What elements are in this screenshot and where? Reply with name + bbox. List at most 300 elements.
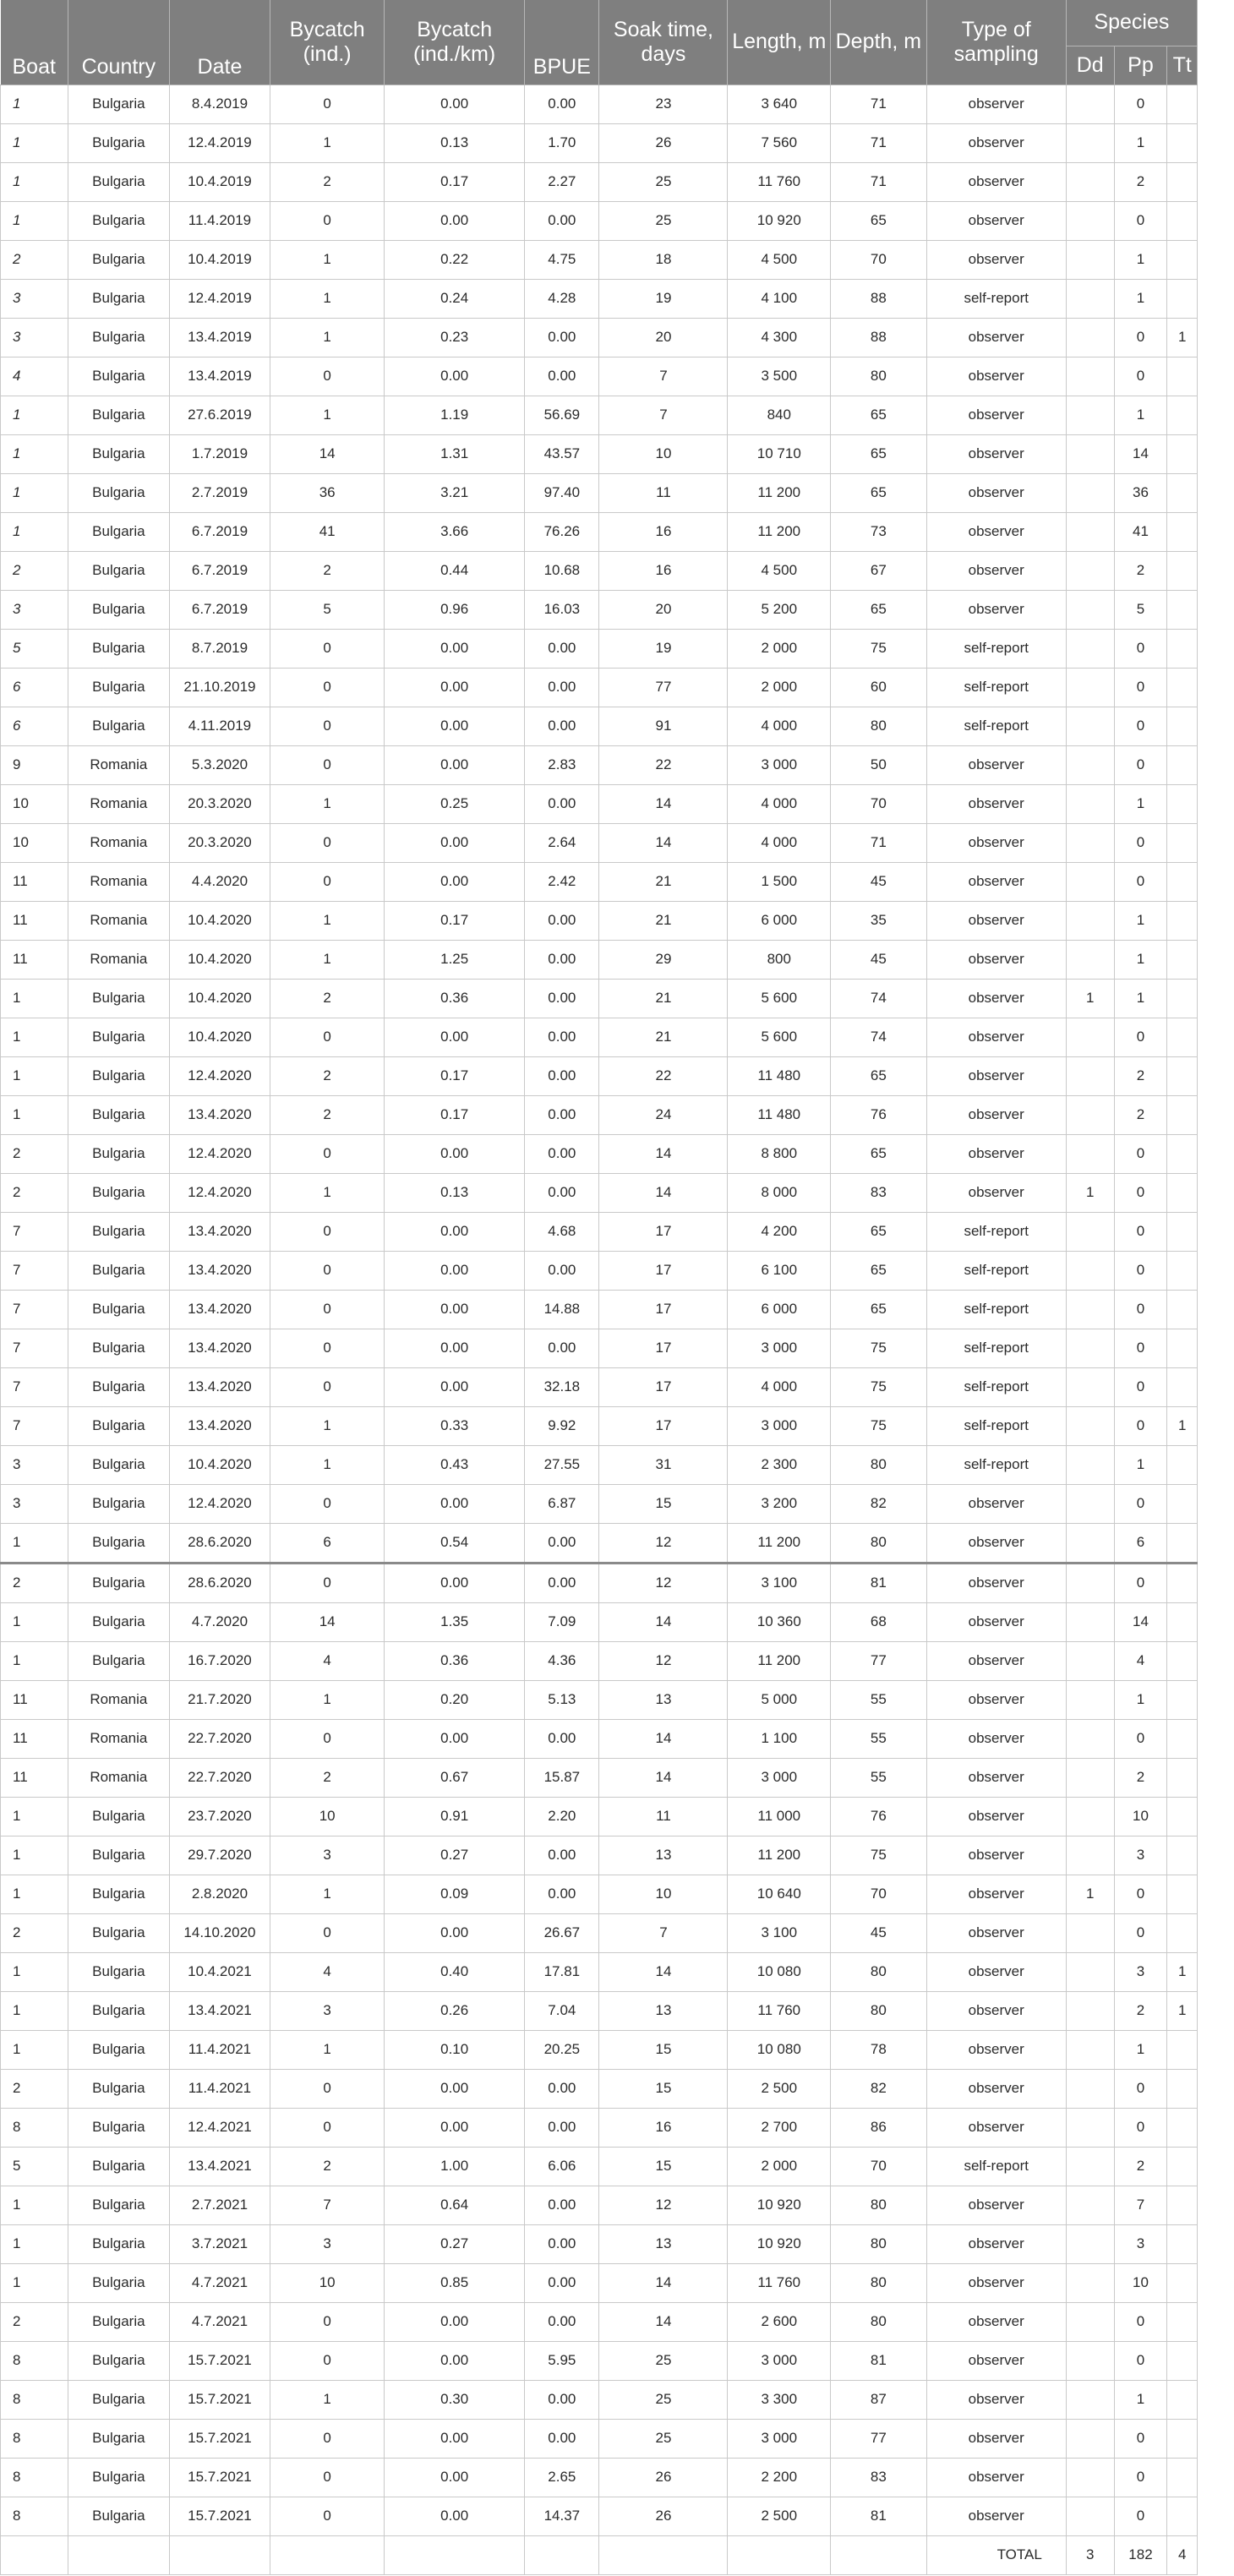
- table-row: [1, 551, 1198, 590]
- cell-pp: 3: [1114, 1836, 1167, 1875]
- cell-length: 11 760: [728, 162, 831, 201]
- cell-soak-time: 11: [599, 1797, 728, 1836]
- cell-country: Bulgaria: [68, 2224, 170, 2263]
- cell-pp: 6: [1114, 1523, 1167, 1563]
- cell-length: 11 480: [728, 1056, 831, 1095]
- cell-bpue: 0.00: [525, 1251, 599, 1290]
- cell-bycatch-ind: 0: [270, 745, 385, 784]
- cell-bycatch-ind: 1: [270, 1406, 385, 1445]
- cell-type-of-sampling: observer: [926, 1719, 1066, 1758]
- table-row: [1, 357, 1198, 396]
- cell-length: 10 640: [728, 1875, 831, 1913]
- table-row: [1, 1095, 1198, 1134]
- cell-dd: [1066, 707, 1114, 745]
- cell-pp: 0: [1114, 1719, 1167, 1758]
- table-row: [1, 434, 1198, 473]
- cell-type-of-sampling: self-report: [926, 1406, 1066, 1445]
- cell-pp: 0: [1114, 1251, 1167, 1290]
- cell-soak-time: 16: [599, 2108, 728, 2147]
- cell-country: Bulgaria: [68, 357, 170, 396]
- cell-bycatch-ind: 2: [270, 1056, 385, 1095]
- cell-type-of-sampling: observer: [926, 1056, 1066, 1095]
- cell-bpue: 27.55: [525, 1445, 599, 1484]
- cell-length: 5 000: [728, 1680, 831, 1719]
- cell-bycatch-ind: 1: [270, 2380, 385, 2419]
- header-species: Species: [1066, 0, 1197, 46]
- cell-depth: 65: [831, 1134, 927, 1173]
- cell-type-of-sampling: observer: [926, 396, 1066, 434]
- table-row: [1, 2419, 1198, 2458]
- cell-boat: 8: [1, 2341, 68, 2380]
- cell-depth: 80: [831, 2186, 927, 2224]
- cell-tt: [1167, 357, 1198, 396]
- cell-pp: 1: [1114, 940, 1167, 979]
- cell-date: 4.7.2021: [169, 2263, 270, 2302]
- cell-bpue: 0.00: [525, 901, 599, 940]
- cell-date: 2.7.2021: [169, 2186, 270, 2224]
- empty-cell: [525, 2535, 599, 2574]
- cell-tt: [1167, 1367, 1198, 1406]
- cell-soak-time: 14: [599, 1719, 728, 1758]
- cell-length: 5 600: [728, 1018, 831, 1056]
- cell-type-of-sampling: self-report: [926, 1251, 1066, 1290]
- cell-dd: [1066, 668, 1114, 707]
- cell-boat: 1: [1, 396, 68, 434]
- table-row: [1, 1445, 1198, 1484]
- table-row: [1, 1641, 1198, 1680]
- cell-length: 5 600: [728, 979, 831, 1018]
- header-country: Country: [68, 0, 170, 85]
- cell-boat: 1: [1, 123, 68, 162]
- cell-bycatch-km: 1.19: [385, 396, 525, 434]
- cell-pp: 1: [1114, 396, 1167, 434]
- cell-length: 4 000: [728, 707, 831, 745]
- cell-depth: 74: [831, 979, 927, 1018]
- cell-type-of-sampling: observer: [926, 85, 1066, 123]
- cell-bycatch-ind: 2: [270, 2147, 385, 2186]
- cell-soak-time: 7: [599, 357, 728, 396]
- cell-bycatch-km: 0.00: [385, 2458, 525, 2497]
- cell-country: Bulgaria: [68, 1445, 170, 1484]
- cell-bycatch-ind: 1: [270, 2030, 385, 2069]
- table-row: [1, 940, 1198, 979]
- cell-boat: 11: [1, 1758, 68, 1797]
- cell-bycatch-km: 0.00: [385, 357, 525, 396]
- cell-pp: 1: [1114, 1680, 1167, 1719]
- cell-bycatch-ind: 2: [270, 162, 385, 201]
- cell-tt: [1167, 123, 1198, 162]
- cell-soak-time: 16: [599, 551, 728, 590]
- cell-country: Romania: [68, 1719, 170, 1758]
- cell-length: 11 760: [728, 1991, 831, 2030]
- cell-tt: [1167, 1719, 1198, 1758]
- total-tt: 4: [1167, 2535, 1198, 2574]
- cell-soak-time: 25: [599, 2380, 728, 2419]
- cell-bpue: 4.68: [525, 1212, 599, 1251]
- cell-length: 3 200: [728, 1484, 831, 1523]
- cell-bpue: 0.00: [525, 1523, 599, 1563]
- cell-bycatch-ind: 0: [270, 1719, 385, 1758]
- cell-bpue: 0.00: [525, 1018, 599, 1056]
- cell-bpue: 6.87: [525, 1484, 599, 1523]
- cell-bycatch-ind: 1: [270, 240, 385, 279]
- cell-date: 6.7.2019: [169, 590, 270, 629]
- cell-type-of-sampling: observer: [926, 1018, 1066, 1056]
- cell-bycatch-km: 0.00: [385, 745, 525, 784]
- cell-tt: [1167, 85, 1198, 123]
- cell-bycatch-ind: 1: [270, 1875, 385, 1913]
- cell-depth: 76: [831, 1797, 927, 1836]
- cell-tt: [1167, 1290, 1198, 1329]
- cell-depth: 60: [831, 668, 927, 707]
- cell-pp: 0: [1114, 1875, 1167, 1913]
- table-row: [1, 396, 1198, 434]
- table-row: [1, 629, 1198, 668]
- table-row: [1, 1329, 1198, 1367]
- cell-bycatch-km: 0.00: [385, 1719, 525, 1758]
- cell-length: 3 500: [728, 357, 831, 396]
- cell-boat: 3: [1, 318, 68, 357]
- cell-type-of-sampling: observer: [926, 240, 1066, 279]
- cell-date: 13.4.2020: [169, 1251, 270, 1290]
- cell-pp: 10: [1114, 1797, 1167, 1836]
- cell-soak-time: 7: [599, 396, 728, 434]
- cell-date: 20.3.2020: [169, 784, 270, 823]
- table-row: [1, 240, 1198, 279]
- cell-dd: [1066, 2069, 1114, 2108]
- cell-date: 8.4.2019: [169, 85, 270, 123]
- cell-bycatch-km: 1.25: [385, 940, 525, 979]
- cell-type-of-sampling: observer: [926, 1641, 1066, 1680]
- cell-country: Bulgaria: [68, 1173, 170, 1212]
- cell-type-of-sampling: self-report: [926, 1367, 1066, 1406]
- cell-dd: [1066, 629, 1114, 668]
- cell-length: 800: [728, 940, 831, 979]
- table-row: [1, 2030, 1198, 2069]
- table-row: [1, 668, 1198, 707]
- cell-soak-time: 21: [599, 862, 728, 901]
- empty-cell: [728, 2535, 831, 2574]
- cell-depth: 55: [831, 1719, 927, 1758]
- cell-country: Bulgaria: [68, 1212, 170, 1251]
- cell-bycatch-km: 0.36: [385, 979, 525, 1018]
- cell-tt: [1167, 2419, 1198, 2458]
- cell-boat: 1: [1, 473, 68, 512]
- cell-pp: 41: [1114, 512, 1167, 551]
- cell-depth: 88: [831, 279, 927, 318]
- cell-tt: [1167, 473, 1198, 512]
- cell-pp: 0: [1114, 201, 1167, 240]
- cell-tt: [1167, 1758, 1198, 1797]
- cell-dd: [1066, 1251, 1114, 1290]
- cell-country: Bulgaria: [68, 979, 170, 1018]
- cell-bycatch-ind: 0: [270, 2108, 385, 2147]
- table-row: [1, 1758, 1198, 1797]
- cell-country: Bulgaria: [68, 1952, 170, 1991]
- cell-dd: [1066, 745, 1114, 784]
- cell-length: 4 500: [728, 240, 831, 279]
- cell-country: Bulgaria: [68, 1406, 170, 1445]
- cell-soak-time: 31: [599, 1445, 728, 1484]
- cell-country: Bulgaria: [68, 2186, 170, 2224]
- cell-tt: [1167, 668, 1198, 707]
- cell-bpue: 2.42: [525, 862, 599, 901]
- cell-boat: 2: [1, 240, 68, 279]
- table-row: [1, 745, 1198, 784]
- cell-boat: 8: [1, 2108, 68, 2147]
- table-row: [1, 318, 1198, 357]
- table-row: [1, 707, 1198, 745]
- cell-date: 10.4.2020: [169, 1018, 270, 1056]
- cell-pp: 14: [1114, 1602, 1167, 1641]
- cell-pp: 3: [1114, 1952, 1167, 1991]
- cell-tt: [1167, 2302, 1198, 2341]
- cell-tt: [1167, 862, 1198, 901]
- cell-tt: [1167, 434, 1198, 473]
- cell-date: 22.7.2020: [169, 1758, 270, 1797]
- cell-depth: 45: [831, 940, 927, 979]
- cell-dd: [1066, 1563, 1114, 1602]
- cell-bycatch-km: 0.96: [385, 590, 525, 629]
- cell-soak-time: 25: [599, 162, 728, 201]
- cell-pp: 0: [1114, 318, 1167, 357]
- cell-bpue: 1.70: [525, 123, 599, 162]
- cell-dd: [1066, 2458, 1114, 2497]
- cell-country: Bulgaria: [68, 1875, 170, 1913]
- cell-type-of-sampling: observer: [926, 1134, 1066, 1173]
- cell-length: 11 200: [728, 1641, 831, 1680]
- cell-type-of-sampling: observer: [926, 2458, 1066, 2497]
- cell-tt: [1167, 1836, 1198, 1875]
- cell-length: 5 200: [728, 590, 831, 629]
- cell-date: 22.7.2020: [169, 1719, 270, 1758]
- cell-country: Bulgaria: [68, 1563, 170, 1602]
- cell-soak-time: 14: [599, 2263, 728, 2302]
- cell-type-of-sampling: observer: [926, 1913, 1066, 1952]
- cell-boat: 6: [1, 668, 68, 707]
- cell-type-of-sampling: observer: [926, 357, 1066, 396]
- cell-soak-time: 14: [599, 784, 728, 823]
- cell-type-of-sampling: observer: [926, 2263, 1066, 2302]
- cell-bycatch-km: 0.00: [385, 629, 525, 668]
- cell-bycatch-km: 0.09: [385, 1875, 525, 1913]
- cell-length: 11 000: [728, 1797, 831, 1836]
- cell-bpue: 0.00: [525, 629, 599, 668]
- cell-bycatch-ind: 1: [270, 940, 385, 979]
- cell-bycatch-km: 0.64: [385, 2186, 525, 2224]
- cell-dd: [1066, 2263, 1114, 2302]
- cell-boat: 1: [1, 162, 68, 201]
- cell-length: 11 480: [728, 1095, 831, 1134]
- table-row: [1, 1134, 1198, 1173]
- cell-soak-time: 13: [599, 1991, 728, 2030]
- cell-date: 12.4.2020: [169, 1173, 270, 1212]
- cell-bycatch-km: 0.00: [385, 1367, 525, 1406]
- cell-dd: [1066, 1797, 1114, 1836]
- cell-depth: 71: [831, 823, 927, 862]
- cell-type-of-sampling: observer: [926, 2224, 1066, 2263]
- cell-depth: 81: [831, 1563, 927, 1602]
- cell-pp: 2: [1114, 1056, 1167, 1095]
- cell-type-of-sampling: observer: [926, 2419, 1066, 2458]
- cell-length: 10 080: [728, 2030, 831, 2069]
- cell-country: Bulgaria: [68, 1251, 170, 1290]
- cell-pp: 1: [1114, 2030, 1167, 2069]
- cell-country: Bulgaria: [68, 551, 170, 590]
- cell-bycatch-ind: 4: [270, 1641, 385, 1680]
- cell-dd: 1: [1066, 979, 1114, 1018]
- cell-bycatch-km: 0.67: [385, 1758, 525, 1797]
- cell-date: 13.4.2019: [169, 318, 270, 357]
- cell-dd: [1066, 862, 1114, 901]
- cell-bycatch-km: 0.00: [385, 1913, 525, 1952]
- cell-dd: [1066, 396, 1114, 434]
- cell-tt: [1167, 1095, 1198, 1134]
- cell-bpue: 7.09: [525, 1602, 599, 1641]
- table-row: [1, 2108, 1198, 2147]
- table-row: [1, 1913, 1198, 1952]
- cell-bycatch-km: 0.27: [385, 1836, 525, 1875]
- cell-country: Bulgaria: [68, 85, 170, 123]
- cell-dd: [1066, 1641, 1114, 1680]
- cell-tt: [1167, 1134, 1198, 1173]
- cell-boat: 1: [1, 2186, 68, 2224]
- cell-bycatch-km: 0.00: [385, 823, 525, 862]
- table-row: [1, 1212, 1198, 1251]
- total-row: [1, 2535, 1198, 2574]
- cell-bpue: 0.00: [525, 1329, 599, 1367]
- cell-dd: [1066, 2302, 1114, 2341]
- cell-depth: 68: [831, 1602, 927, 1641]
- cell-pp: 10: [1114, 2263, 1167, 2302]
- cell-length: 2 600: [728, 2302, 831, 2341]
- cell-bycatch-km: 1.31: [385, 434, 525, 473]
- cell-bycatch-km: 0.00: [385, 1484, 525, 1523]
- cell-pp: 3: [1114, 2224, 1167, 2263]
- cell-dd: [1066, 1719, 1114, 1758]
- cell-length: 3 000: [728, 745, 831, 784]
- cell-pp: 0: [1114, 2108, 1167, 2147]
- cell-depth: 65: [831, 434, 927, 473]
- cell-soak-time: 11: [599, 473, 728, 512]
- table-row: [1, 1484, 1198, 1523]
- cell-length: 2 000: [728, 2147, 831, 2186]
- cell-country: Bulgaria: [68, 2458, 170, 2497]
- cell-boat: 7: [1, 1290, 68, 1329]
- cell-type-of-sampling: observer: [926, 1836, 1066, 1875]
- cell-pp: 0: [1114, 2341, 1167, 2380]
- cell-soak-time: 26: [599, 2497, 728, 2535]
- cell-bycatch-ind: 0: [270, 2302, 385, 2341]
- table-row: [1, 85, 1198, 123]
- cell-type-of-sampling: observer: [926, 1758, 1066, 1797]
- cell-boat: 7: [1, 1406, 68, 1445]
- cell-soak-time: 25: [599, 201, 728, 240]
- cell-date: 10.4.2020: [169, 1445, 270, 1484]
- cell-length: 2 000: [728, 629, 831, 668]
- cell-pp: 1: [1114, 279, 1167, 318]
- cell-pp: 0: [1114, 2069, 1167, 2108]
- cell-soak-time: 91: [599, 707, 728, 745]
- cell-soak-time: 17: [599, 1212, 728, 1251]
- cell-date: 12.4.2020: [169, 1134, 270, 1173]
- cell-tt: [1167, 1875, 1198, 1913]
- cell-pp: 2: [1114, 551, 1167, 590]
- cell-depth: 75: [831, 1329, 927, 1367]
- cell-type-of-sampling: self-report: [926, 668, 1066, 707]
- cell-soak-time: 10: [599, 434, 728, 473]
- cell-length: 11 760: [728, 2263, 831, 2302]
- cell-tt: 1: [1167, 318, 1198, 357]
- table-row: [1, 279, 1198, 318]
- cell-bycatch-ind: 1: [270, 901, 385, 940]
- cell-bpue: 0.00: [525, 2419, 599, 2458]
- cell-length: 3 100: [728, 1563, 831, 1602]
- cell-soak-time: 18: [599, 240, 728, 279]
- header-boat: Boat: [1, 0, 68, 85]
- cell-dd: [1066, 1095, 1114, 1134]
- empty-cell: [831, 2535, 927, 2574]
- cell-type-of-sampling: self-report: [926, 2147, 1066, 2186]
- cell-type-of-sampling: observer: [926, 1173, 1066, 1212]
- cell-type-of-sampling: observer: [926, 551, 1066, 590]
- cell-bycatch-ind: 0: [270, 1018, 385, 1056]
- cell-pp: 0: [1114, 1173, 1167, 1212]
- cell-length: 4 300: [728, 318, 831, 357]
- cell-type-of-sampling: observer: [926, 2108, 1066, 2147]
- cell-tt: [1167, 2147, 1198, 2186]
- cell-dd: [1066, 2030, 1114, 2069]
- cell-type-of-sampling: self-report: [926, 1212, 1066, 1251]
- cell-boat: 2: [1, 1563, 68, 1602]
- cell-bycatch-ind: 0: [270, 707, 385, 745]
- cell-bycatch-ind: 0: [270, 862, 385, 901]
- cell-depth: 35: [831, 901, 927, 940]
- cell-pp: 0: [1114, 1134, 1167, 1173]
- cell-bpue: 76.26: [525, 512, 599, 551]
- cell-soak-time: 15: [599, 1484, 728, 1523]
- cell-dd: [1066, 2147, 1114, 2186]
- cell-bycatch-km: 0.36: [385, 1641, 525, 1680]
- cell-depth: 65: [831, 1251, 927, 1290]
- table-row: [1, 1836, 1198, 1875]
- header-type-of-sampling: Type of sampling: [926, 0, 1066, 85]
- cell-country: Bulgaria: [68, 2302, 170, 2341]
- cell-bpue: 4.28: [525, 279, 599, 318]
- cell-length: 3 000: [728, 1329, 831, 1367]
- cell-boat: 7: [1, 1212, 68, 1251]
- cell-soak-time: 13: [599, 1680, 728, 1719]
- cell-tt: [1167, 1680, 1198, 1719]
- cell-soak-time: 22: [599, 745, 728, 784]
- cell-dd: [1066, 1602, 1114, 1641]
- cell-tt: [1167, 512, 1198, 551]
- cell-bycatch-ind: 7: [270, 2186, 385, 2224]
- cell-bycatch-ind: 0: [270, 1563, 385, 1602]
- cell-boat: 11: [1, 901, 68, 940]
- table-row: [1, 901, 1198, 940]
- cell-boat: 1: [1, 1875, 68, 1913]
- cell-date: 27.6.2019: [169, 396, 270, 434]
- cell-bycatch-ind: 4: [270, 1952, 385, 1991]
- cell-type-of-sampling: observer: [926, 1563, 1066, 1602]
- cell-pp: 1: [1114, 784, 1167, 823]
- cell-bycatch-km: 3.21: [385, 473, 525, 512]
- cell-type-of-sampling: self-report: [926, 707, 1066, 745]
- table-row: [1, 1797, 1198, 1836]
- cell-depth: 80: [831, 2263, 927, 2302]
- cell-depth: 65: [831, 590, 927, 629]
